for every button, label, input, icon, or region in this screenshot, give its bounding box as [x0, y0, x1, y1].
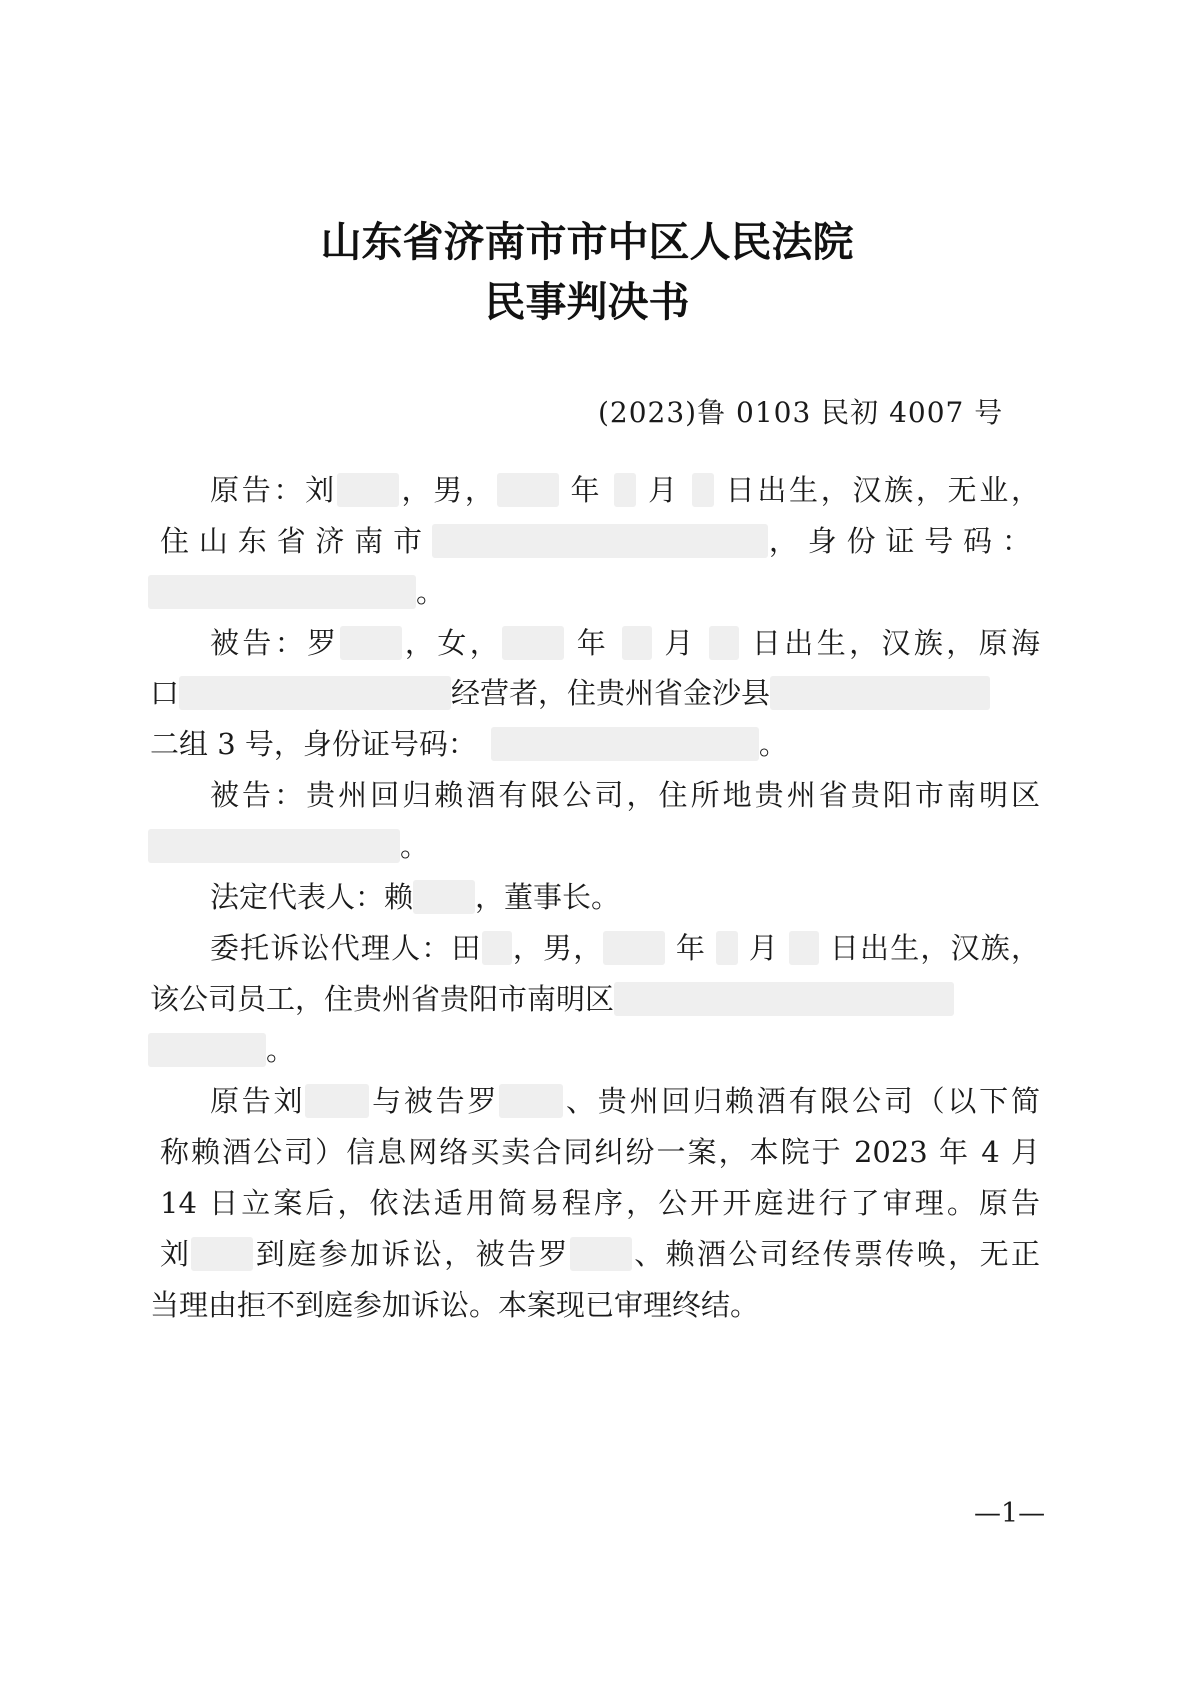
defendant1-line-3: 二组 3 号，身份证号码： 。: [150, 727, 788, 761]
document-type-title: 民事判决书: [484, 278, 690, 326]
redaction-block: [340, 626, 402, 660]
redaction-block: [789, 931, 819, 965]
redaction-block: [502, 626, 564, 660]
redaction-block: [709, 626, 739, 660]
summary-line-5: 当理由拒不到庭参加诉讼。本案现已审理终结。: [150, 1288, 760, 1322]
redaction-block: [570, 1237, 632, 1271]
redaction-block: [692, 473, 714, 507]
redaction-block: [413, 880, 475, 914]
plaintiff-line-1: 原告：刘 ，男， 年 月 日出生，汉族，无业，: [210, 473, 1040, 507]
legal-representative-line: 法定代表人：赖 ，董事长。: [210, 880, 621, 914]
summary-line-2: 称赖酒公司）信息网络买卖合同纠纷一案，本院于 2023 年 4 月: [160, 1135, 1040, 1169]
agent-line-2: 该公司员工，住贵州省贵阳市南明区: [150, 979, 954, 1019]
summary-line-4: 刘 到庭参加诉讼，被告罗 、赖酒公司经传票传唤，无正: [160, 1237, 1040, 1271]
summary-line-1: 原告刘 与被告罗 、贵州回归赖酒有限公司（以下简: [210, 1084, 1040, 1118]
summary-line-3: 14 日立案后，依法适用简易程序，公开开庭进行了审理。原告: [160, 1186, 1040, 1220]
redaction-block: [603, 931, 665, 965]
agent-line-1: 委托诉讼代理人：田 ，男， 年 月 日出生，汉族，: [210, 931, 1040, 965]
defendant1-line-2: 口 经营者，住贵州省金沙县: [150, 673, 990, 713]
redaction-block: [179, 676, 451, 710]
redaction-block: [491, 727, 759, 761]
redaction-block: [432, 524, 768, 558]
page-number: —1—: [974, 1498, 1046, 1529]
defendant1-line-1: 被告：罗 ，女， 年 月 日出生，汉族，原海: [210, 626, 1040, 660]
case-number: (2023)鲁 0103 民初 4007 号: [598, 396, 1004, 429]
redaction-block: [622, 626, 652, 660]
redaction-block: [716, 931, 738, 965]
court-name: 山东省济南市市中区人民法院: [320, 218, 854, 266]
redaction-block: [614, 982, 954, 1016]
redaction-block: [499, 1084, 563, 1118]
defendant2-line-2: 。: [148, 826, 429, 866]
redaction-block: [337, 473, 399, 507]
plaintiff-label: 原告：刘: [210, 473, 337, 507]
plaintiff-line-2: 住山东省济南市 ，身份证号码：: [160, 524, 1040, 558]
redaction-block: [148, 575, 416, 609]
agent-line-3: 。: [148, 1030, 295, 1070]
defendant2-line-1: 被告：贵州回归赖酒有限公司，住所地贵州省贵阳市南明区: [210, 778, 1040, 812]
plaintiff-line-3: 。: [148, 572, 445, 612]
redaction-block: [770, 676, 990, 710]
redaction-block: [482, 931, 512, 965]
redaction-block: [614, 473, 636, 507]
redaction-block: [148, 829, 400, 863]
redaction-block: [148, 1033, 266, 1067]
redaction-block: [191, 1237, 253, 1271]
redaction-block: [497, 473, 559, 507]
redaction-block: [305, 1084, 369, 1118]
